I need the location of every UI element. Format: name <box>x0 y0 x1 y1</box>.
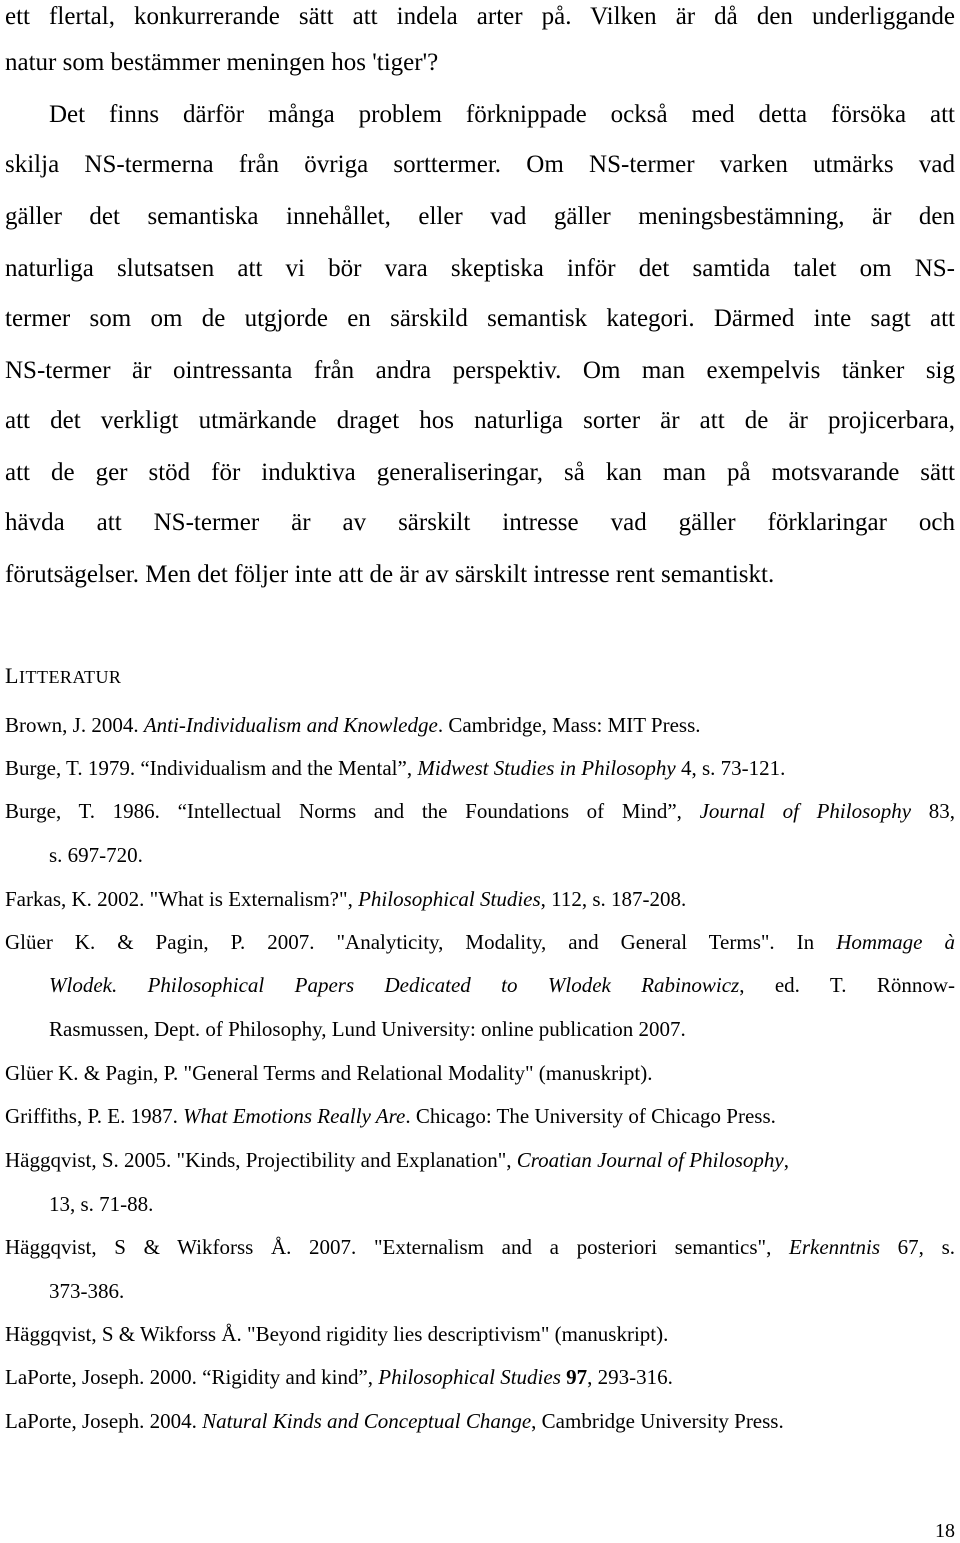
body-line: Det finns därför många problem förknippade också med detta försöka att <box>49 101 955 128</box>
body-line: att det verkligt utmärkande draget hos naturliga sorter är att de är projicerbara, <box>5 407 955 434</box>
reference-entry: Glüer K. & Pagin, P. "General Terms and Relational Modality" (manuskript). <box>5 1061 653 1085</box>
reference-entry: Brown, J. 2004. Anti-Individualism and Knowledge. Cambridge, Mass: MIT Press. <box>5 713 701 737</box>
reference-entry: Griffiths, P. E. 1987. What Emotions Really Are. Chicago: The University of Chicago Press. <box>5 1104 776 1128</box>
section-heading: LITTERATUR <box>5 663 122 688</box>
reference-entry-continuation: Wlodek. Philosophical Papers Dedicated to Wlodek Rabinowicz, ed. T. Rönnow- <box>49 973 955 997</box>
body-line: att de ger stöd för induktiva generaliseringar, så kan man på motsvarande sätt <box>5 459 955 486</box>
reference-entry-continuation: 13, s. 71-88. <box>49 1192 154 1216</box>
body-line: gäller det semantiska innehållet, eller vad gäller meningsbestämning, är den <box>5 203 955 230</box>
body-line: förutsägelser. Men det följer inte att de är av särskilt intresse rent semantiskt. <box>5 561 775 588</box>
reference-entry: Glüer K. & Pagin, P. 2007. "Analyticity, Modality, and General Terms". In Hommage à <box>5 930 956 954</box>
body-line: natur som bestämmer meningen hos 'tiger'? <box>5 49 439 76</box>
reference-entry: Burge, T. 1979. “Individualism and the Mental”, Midwest Studies in Philosophy 4, s. 73-121. <box>5 756 786 780</box>
reference-entry-continuation: 373-386. <box>49 1279 125 1303</box>
reference-entry: Häggqvist, S & Wikforss Å. 2007. "Externalism and a posteriori semantics", Erkenntnis 67, s. <box>5 1235 955 1259</box>
body-line: hävda att NS-termer är av särskilt intresse vad gäller förklaringar och <box>5 509 955 536</box>
body-line: ett flertal, konkurrerande sätt att indela arter på. Vilken är då den underliggande <box>5 3 955 30</box>
reference-entry: Häggqvist, S & Wikforss Å. "Beyond rigidity lies descriptivism" (manuskript). <box>5 1322 669 1346</box>
reference-entry-continuation: Rasmussen, Dept. of Philosophy, Lund University: online publication 2007. <box>49 1017 686 1041</box>
reference-entry: LaPorte, Joseph. 2004. Natural Kinds and Conceptual Change, Cambridge University Press. <box>5 1409 784 1433</box>
page-number: 18 <box>935 1520 955 1542</box>
reference-entry: LaPorte, Joseph. 2000. “Rigidity and kind”, Philosophical Studies 97, 293-316. <box>5 1365 673 1389</box>
body-line: termer som om de utgjorde en särskild semantisk kategori. Därmed inte sagt att <box>5 305 955 332</box>
body-line: skilja NS-termerna från övriga sorttermer. Om NS-termer varken utmärks vad <box>5 151 955 178</box>
reference-entry-continuation: s. 697-720. <box>49 843 143 867</box>
reference-entry: Farkas, K. 2002. "What is Externalism?", Philosophical Studies, 112, s. 187-208. <box>5 887 687 911</box>
reference-entry: Häggqvist, S. 2005. "Kinds, Projectibility and Explanation", Croatian Journal of Philosophy, <box>5 1148 790 1172</box>
body-line: NS-termer är ointressanta från andra perspektiv. Om man exempelvis tänker sig <box>5 357 955 384</box>
body-line: naturliga slutsatsen att vi bör vara skeptiska inför det samtida talet om NS- <box>5 255 955 282</box>
reference-entry: Burge, T. 1986. “Intellectual Norms and the Foundations of Mind”, Journal of Philosophy 83, <box>5 799 956 823</box>
